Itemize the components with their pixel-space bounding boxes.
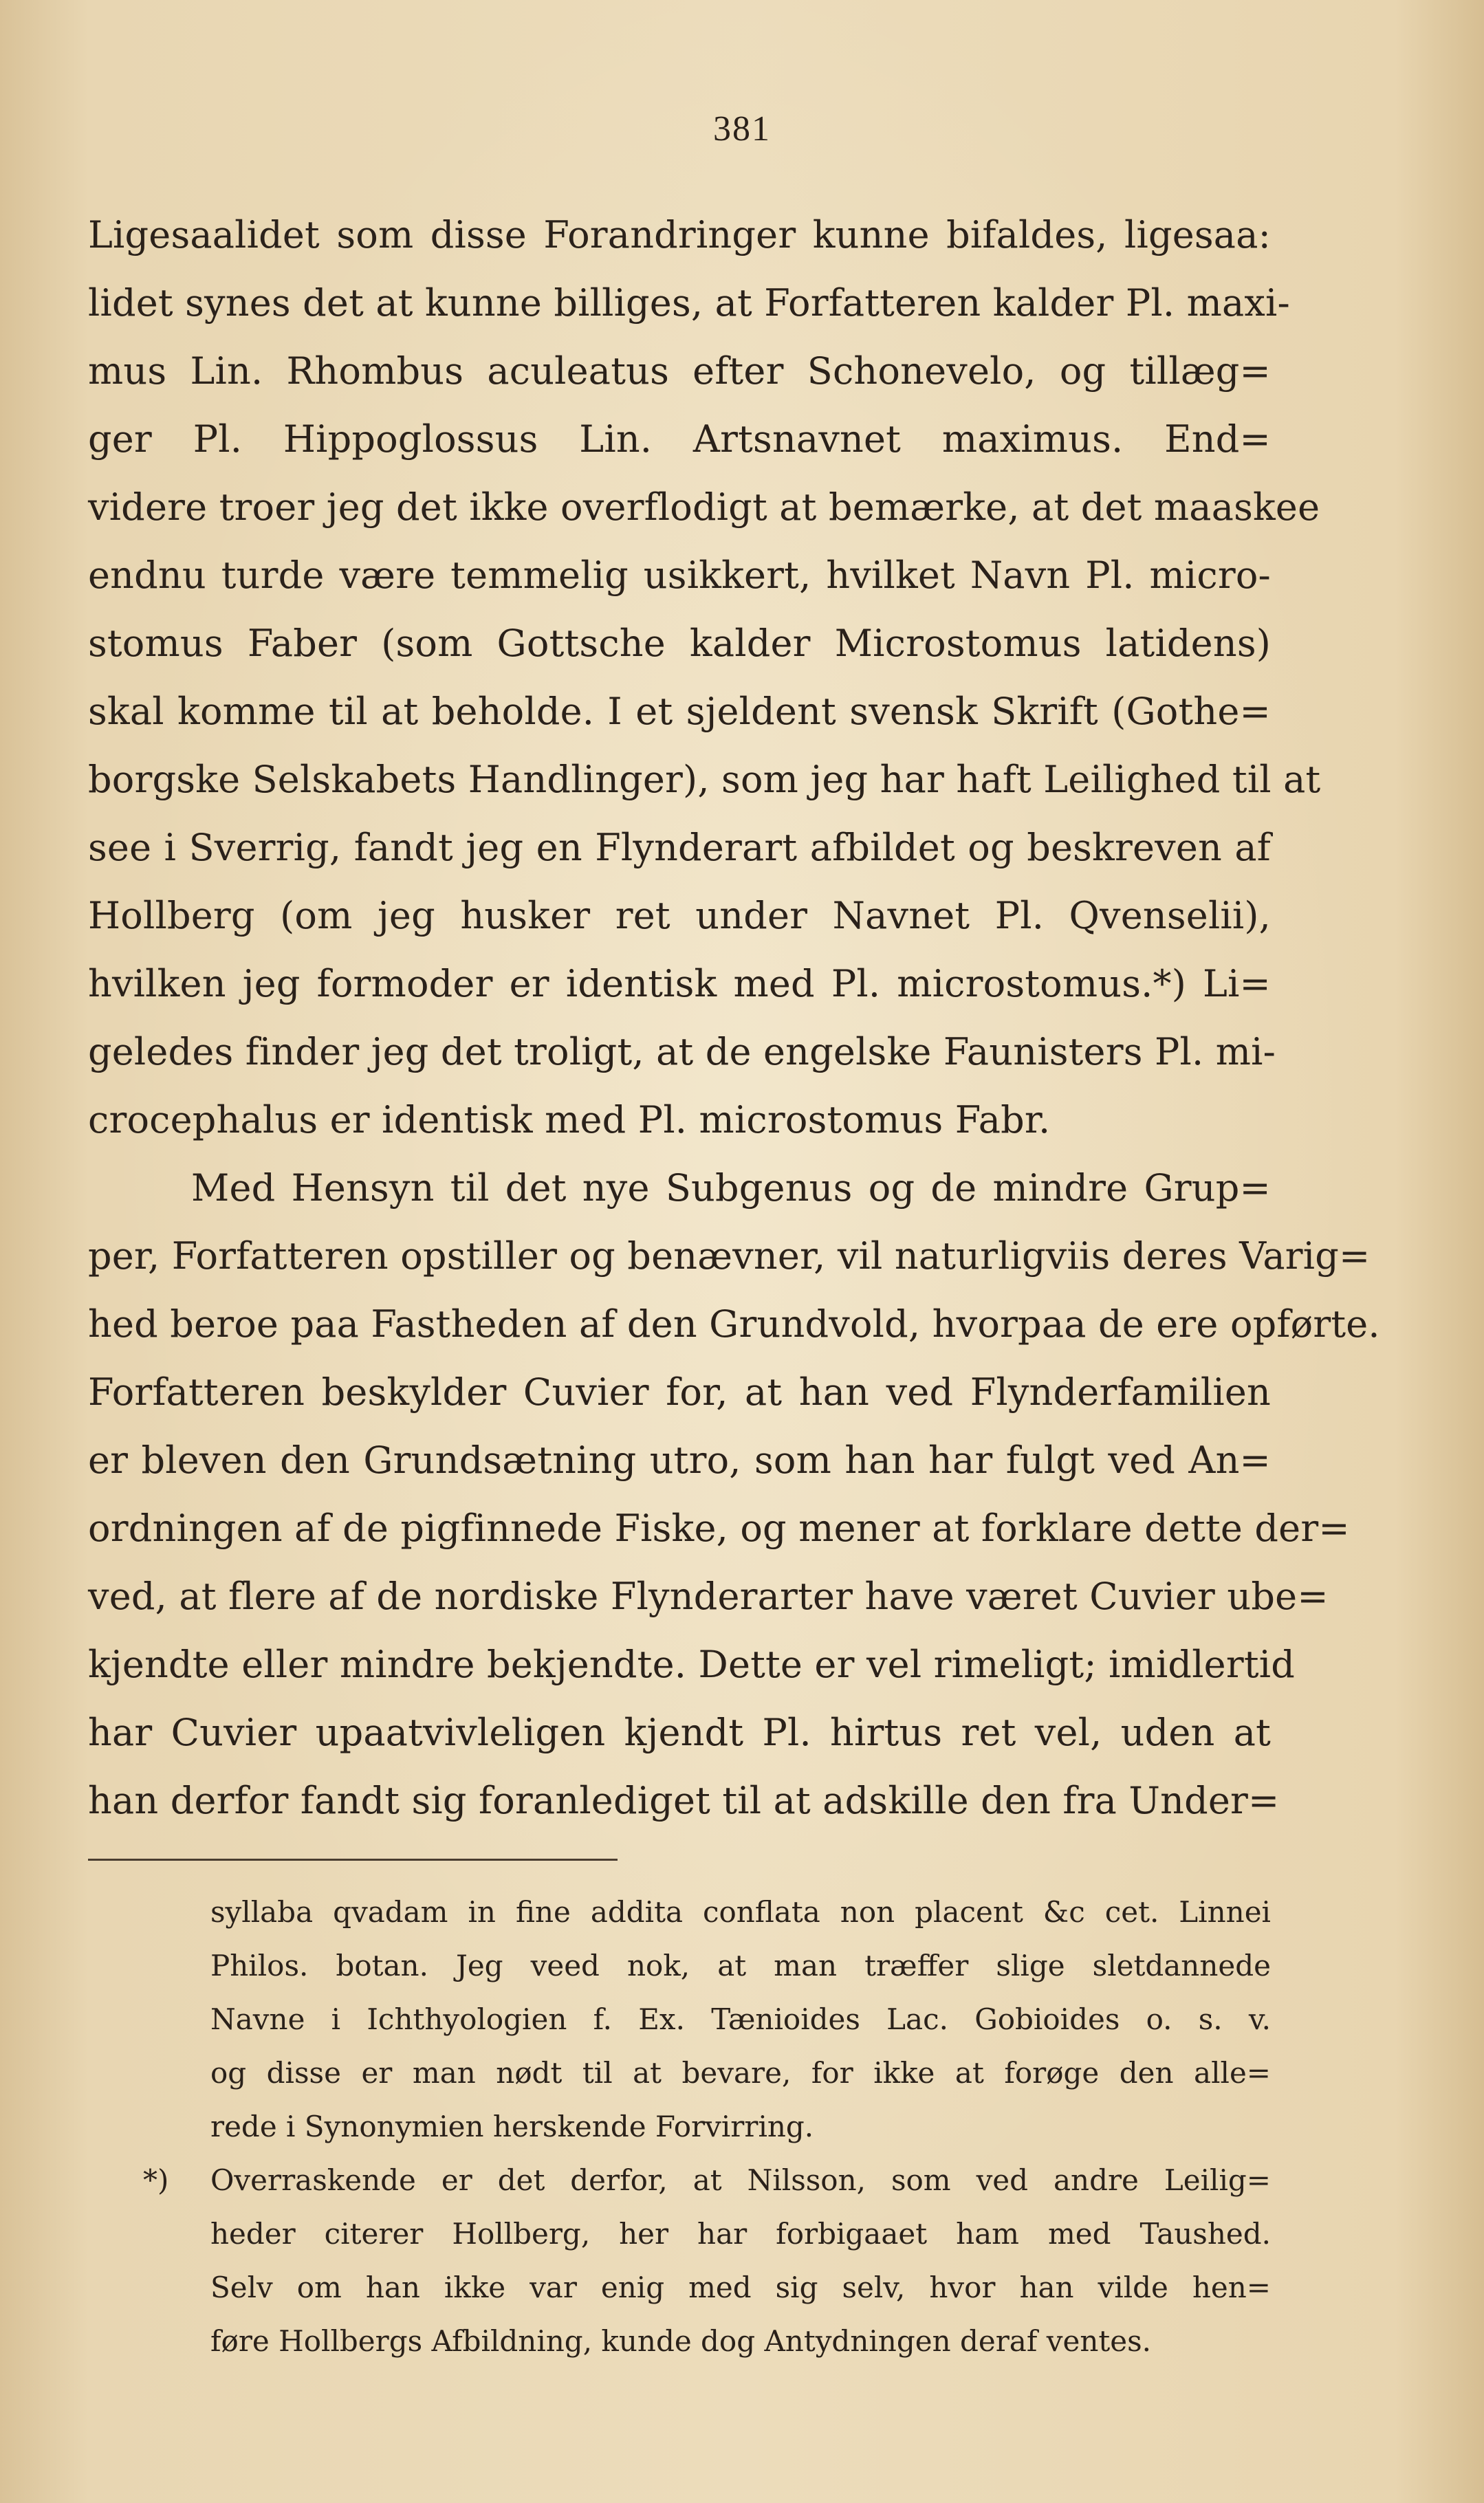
body-line: kjendte eller mindre bekjendte. Dette er vel rimeligt; imidlertid bbox=[88, 1643, 1295, 1686]
body-line: skal komme til at beholde. I et sjeldent svensk Skrift (Gothe= bbox=[88, 690, 1271, 733]
body-line: hvilken jeg formoder er identisk med Pl. microstomus.*) Li= bbox=[88, 962, 1271, 1005]
body-line: crocephalus er identisk med Pl. microstomus Fabr. bbox=[88, 1098, 1051, 1141]
body-text bbox=[88, 201, 1380, 1835]
footnote-note bbox=[88, 2154, 1271, 2207]
footnote-line: føre Hollbergs Afbildning, kunde dog Antydningen deraf ventes. bbox=[210, 2324, 1152, 2358]
body-line: geledes finder jeg det troligt, at de engelske Faunisters Pl. mi- bbox=[88, 1030, 1276, 1073]
footnote-line: Navne i Ichthyologien f. Ex. Tænioides Lac. Gobioides o. s. v. bbox=[210, 2002, 1271, 2036]
body-line: ved, at flere af de nordiske Flynderarter have været Cuvier ube= bbox=[88, 1575, 1329, 1618]
footnote-line: Selv om han ikke var enig med sig selv, hvor han vilde hen= bbox=[210, 2271, 1271, 2304]
body-line: per, Forfatteren opstiller og benævner, vil naturligviis deres Varig= bbox=[88, 1234, 1371, 1278]
body-line: stomus Faber (som Gottsche kalder Microstomus latidens) bbox=[88, 622, 1271, 665]
body-line: videre troer jeg det ikke overflodigt at bemærke, at det maaskee bbox=[88, 485, 1320, 529]
body-line: Med Hensyn til det nye Subgenus og de mindre Grup= bbox=[191, 1166, 1271, 1210]
footnote-line: syllaba qvadam in fine addita conflata non placent &c cet. Linnei bbox=[210, 1895, 1271, 1929]
footnote-line: heder citerer Hollberg, her har forbigaaet ham med Taushed. bbox=[210, 2217, 1271, 2251]
footnote-line: rede i Synonymien herskende Forvirring. bbox=[210, 2110, 814, 2143]
body-line: see i Sverrig, fandt jeg en Flynderart afbildet og beskreven af bbox=[88, 826, 1271, 869]
page-number: 381 bbox=[713, 109, 771, 149]
body-line: Hollberg (om jeg husker ret under Navnet Pl. Qvenselii), bbox=[88, 894, 1271, 937]
body-line: Ligesaalidet som disse Forandringer kunne bifaldes, ligesaa: bbox=[88, 213, 1271, 256]
body-line: mus Lin. Rhombus aculeatus efter Schonevelo, og tillæg= bbox=[88, 349, 1271, 393]
footnotes bbox=[88, 1886, 1271, 2368]
footnote-line: Philos. botan. Jeg veed nok, at man træffer slige sletdannede bbox=[210, 1949, 1271, 1982]
body-line: Forfatteren beskylder Cuvier for, at han ved Flynderfamilien bbox=[88, 1370, 1271, 1414]
body-line: lidet synes det at kunne billiges, at Forfatteren kalder Pl. maxi- bbox=[88, 281, 1290, 325]
body-line: har Cuvier upaatvivleligen kjendt Pl. hirtus ret vel, uden at bbox=[88, 1711, 1271, 1754]
footnote-marker: *) bbox=[143, 2163, 169, 2197]
body-line: han derfor fandt sig foranlediget til at adskille den fra Under= bbox=[88, 1779, 1280, 1822]
body-line: ordningen af de pigfinnede Fiske, og mener at forklare dette der= bbox=[88, 1507, 1350, 1550]
footnote-divider bbox=[88, 1859, 618, 1861]
footnote-line: Overraskende er det derfor, at Nilsson, som ved andre Leilig= bbox=[210, 2163, 1271, 2197]
footnote-line: og disse er man nødt til at bevare, for ikke at forøge den alle= bbox=[210, 2056, 1271, 2090]
body-line: endnu turde være temmelig usikkert, hvilket Navn Pl. micro- bbox=[88, 554, 1271, 597]
body-line: er bleven den Grundsætning utro, som han har fulgt ved An= bbox=[88, 1439, 1271, 1482]
body-line: hed beroe paa Fastheden af den Grundvold, hvorpaa de ere opførte. bbox=[88, 1302, 1380, 1346]
body-line: borgske Selskabets Handlinger), som jeg har haft Leilighed til at bbox=[88, 758, 1321, 801]
body-line: ger Pl. Hippoglossus Lin. Artsnavnet maximus. End= bbox=[88, 417, 1271, 461]
